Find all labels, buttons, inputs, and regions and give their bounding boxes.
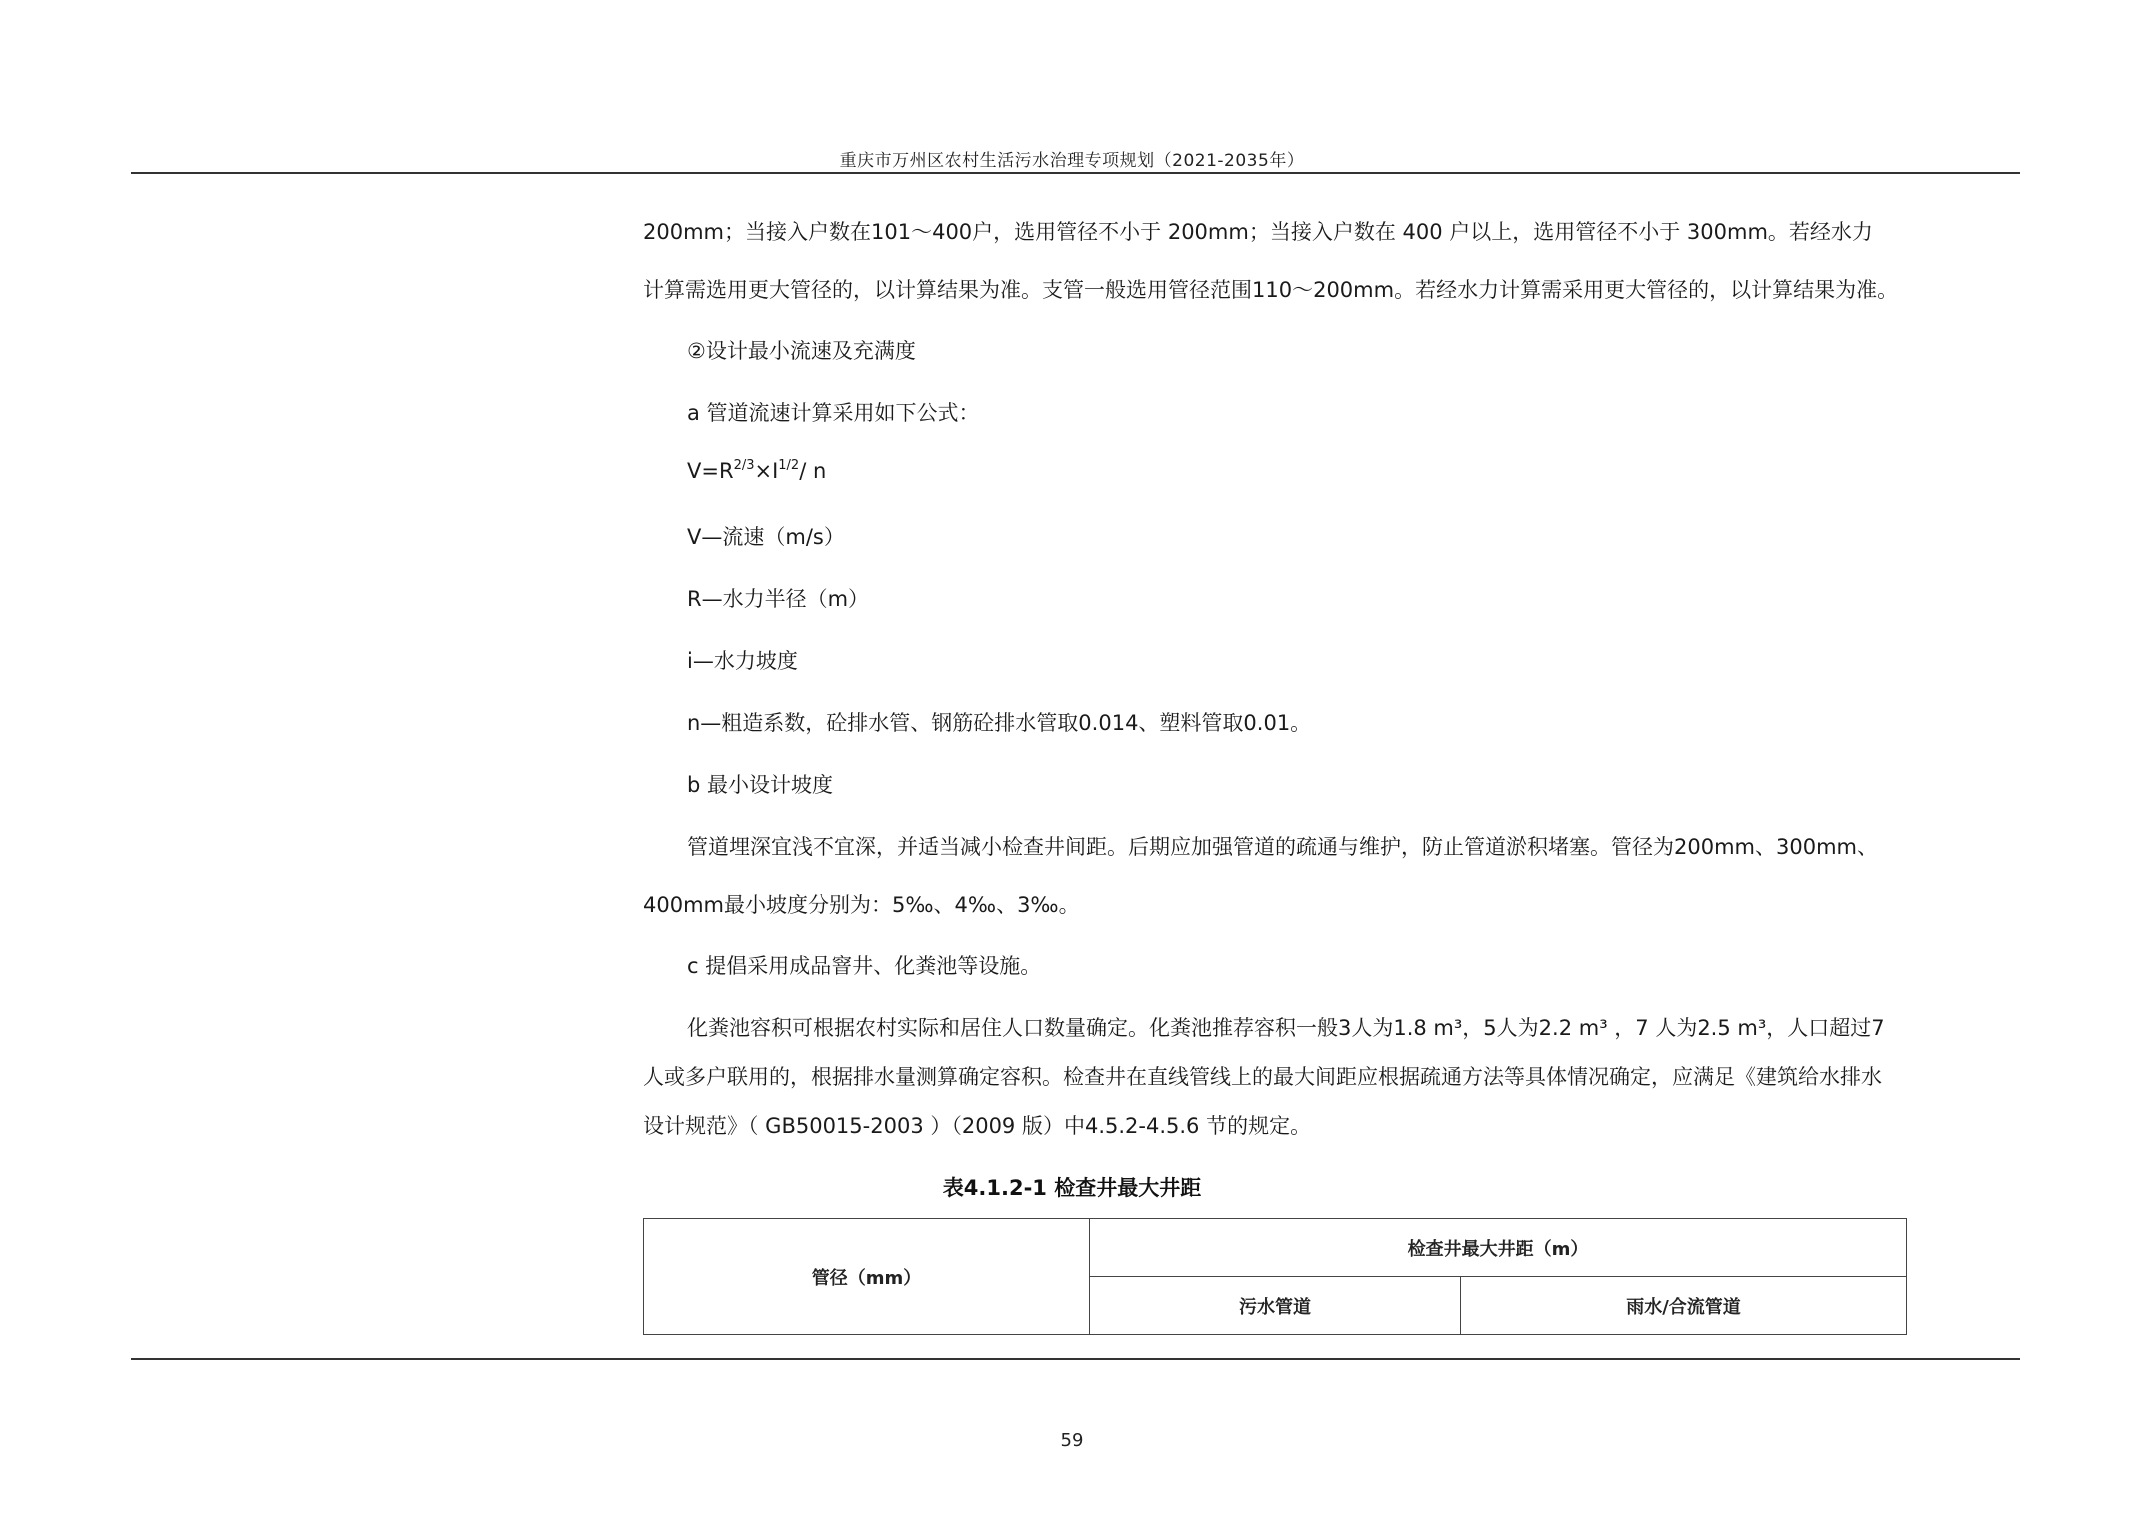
list-item-b: b 最小设计坡度	[687, 773, 834, 797]
paragraph-line: 化粪池容积可根据农村实际和居住人口数量确定。化粪池推荐容积一般3人为1.8 m³，5人为2.2 m³ ，7 人为2.5 m³，人口超过7	[687, 1016, 1885, 1040]
paragraph-line: 设计规范》（ GB50015-2003 ）（2009 版）中4.5.2-4.5.6 节的规定。	[643, 1114, 1312, 1138]
table-header-sewage-pipe: 污水管道	[1090, 1277, 1461, 1335]
formula-part: / n	[799, 459, 827, 483]
formula-exponent: 2/3	[733, 458, 755, 473]
paragraph-line: 200mm；当接入户数在101～400户，选用管径不小于 200mm；当接入户数在 400 户以上，选用管径不小于 300mm。若经水力	[643, 220, 1873, 244]
paragraph-line: 计算需选用更大管径的，以计算结果为准。支管一般选用管径范围110～200mm。若经水力计算需采用更大管径的，以计算结果为准。	[643, 278, 1899, 302]
table-caption: 表4.1.2-1 检查井最大井距	[942, 1176, 1202, 1200]
table-header-pipe-diameter: 管径（mm）	[644, 1219, 1090, 1335]
formula	[687, 459, 826, 483]
footer-rule	[131, 1358, 2020, 1360]
variable-definition: R—水力半径（m）	[687, 587, 870, 611]
table-header-max-spacing: 检查井最大井距（m）	[1090, 1219, 1907, 1277]
variable-definition: n—粗造系数，砼排水管、钢筋砼排水管取0.014、塑料管取0.01。	[687, 711, 1312, 735]
paragraph-line: 人或多户联用的，根据排水量测算确定容积。检查井在直线管线上的最大间距应根据疏通方法等具体情况确定，应满足《建筑给水排水	[643, 1065, 1882, 1089]
page-number: 59	[1060, 1430, 1084, 1451]
table-header-row	[644, 1219, 1907, 1277]
page-header-title: 重庆市万州区农村生活污水治理专项规划（2021-2035年）	[839, 151, 1305, 171]
formula-part: V=R	[687, 459, 734, 483]
variable-definition: V—流速（m/s）	[687, 525, 845, 549]
manhole-spacing-table	[643, 1218, 1907, 1335]
header-rule	[131, 172, 2020, 174]
paragraph-line: 400mm最小坡度分别为：5‰、4‰、3‰。	[643, 893, 1080, 917]
list-item-c: c 提倡采用成品窨井、化粪池等设施。	[687, 954, 1042, 978]
variable-definition: i—水力坡度	[687, 649, 798, 673]
formula-exponent: 1/2	[778, 458, 800, 473]
formula-part: ×I	[754, 459, 779, 483]
section-heading: ②设计最小流速及充满度	[687, 339, 916, 363]
paragraph-line: 管道埋深宜浅不宜深，并适当减小检查井间距。后期应加强管道的疏通与维护，防止管道淤积堵塞。管径为200mm、300mm、	[687, 835, 1878, 859]
list-item-a: a 管道流速计算采用如下公式：	[687, 401, 980, 425]
table-header-storm-combined-pipe: 雨水/合流管道	[1461, 1277, 1907, 1335]
